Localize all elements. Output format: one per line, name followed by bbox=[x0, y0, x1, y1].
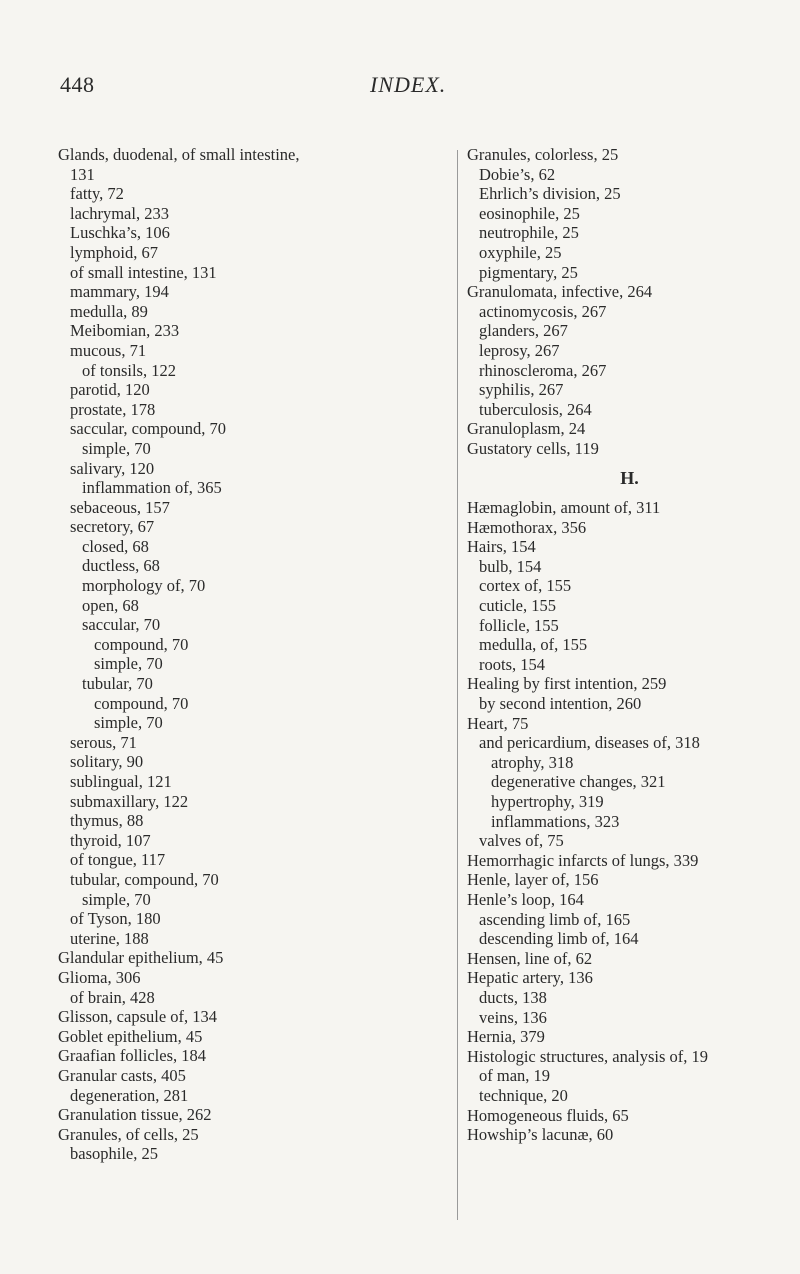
index-subentry: Meibomian, 233 bbox=[70, 321, 180, 341]
index-entry: Hepatic artery, 136 bbox=[467, 968, 593, 988]
index-subentry: uterine, 188 bbox=[70, 928, 149, 948]
index-subentry: roots, 154 bbox=[479, 654, 545, 674]
index-column-left bbox=[58, 145, 453, 1164]
index-subentry: prostate, 178 bbox=[70, 399, 156, 419]
index-entry: Hæmaglobin, amount of, 311 bbox=[467, 498, 661, 518]
index-subentry: glanders, 267 bbox=[479, 321, 568, 341]
index-entry: Hemorrhagic infarcts of lungs, 339 bbox=[467, 850, 699, 870]
index-subentry: ductless, 68 bbox=[82, 556, 160, 576]
index-subentry: compound, 70 bbox=[94, 693, 189, 713]
index-entry: Granuloplasm, 24 bbox=[467, 419, 586, 439]
index-entry: Healing by first intention, 259 bbox=[467, 674, 667, 694]
index-subentry: open, 68 bbox=[82, 595, 139, 615]
column-divider bbox=[457, 150, 458, 1220]
page-number: 448 bbox=[60, 72, 95, 97]
index-subentry: Luschka’s, 106 bbox=[70, 223, 170, 243]
index-subentry: bulb, 154 bbox=[479, 556, 542, 576]
index-subentry: rhinoscleroma, 267 bbox=[479, 360, 607, 380]
index-subentry: of tongue, 117 bbox=[70, 850, 166, 870]
index-subentry: morphology of, 70 bbox=[82, 576, 206, 596]
index-subentry: neutrophile, 25 bbox=[479, 223, 579, 243]
index-entry: Henle, layer of, 156 bbox=[467, 870, 599, 890]
index-subentry: sublingual, 121 bbox=[70, 772, 172, 791]
index-entry: Granulation tissue, 262 bbox=[58, 1105, 212, 1125]
index-subentry: mammary, 194 bbox=[70, 282, 169, 302]
index-subentry: simple, 70 bbox=[82, 889, 151, 909]
index-subentry: submaxillary, 122 bbox=[70, 791, 189, 811]
index-section-g-continued bbox=[467, 145, 792, 459]
index-subentry: veins, 136 bbox=[479, 1007, 547, 1027]
index-subentry: mucous, 71 bbox=[70, 340, 147, 360]
index-subentry: medulla, of, 155 bbox=[479, 635, 588, 655]
index-subentry: hypertrophy, 319 bbox=[491, 792, 604, 811]
index-subentry: valves of, 75 bbox=[479, 831, 564, 851]
index-subentry: Ehrlich’s division, 25 bbox=[479, 184, 621, 204]
index-subentry: by second intention, 260 bbox=[479, 694, 642, 714]
index-subentry: inflammation of, 365 bbox=[82, 478, 222, 498]
index-subentry: eosinophile, 25 bbox=[479, 203, 580, 223]
index-subentry: cuticle, 155 bbox=[479, 596, 556, 616]
index-subentry: ducts, 138 bbox=[479, 987, 547, 1007]
index-subentry: thymus, 88 bbox=[70, 811, 144, 831]
index-column-right bbox=[467, 145, 792, 1145]
index-subentry: tubular, 70 bbox=[82, 674, 153, 694]
index-subentry: saccular, compound, 70 bbox=[70, 419, 227, 439]
index-entry: Glioma, 306 bbox=[58, 967, 141, 987]
index-entry: Graafian follicles, 184 bbox=[58, 1046, 206, 1066]
index-subentry: cortex of, 155 bbox=[479, 576, 572, 596]
index-subentry: lachrymal, 233 bbox=[70, 203, 169, 223]
index-subentry: simple, 70 bbox=[82, 438, 151, 458]
index-subentry: oxyphile, 25 bbox=[479, 242, 562, 262]
index-section-h bbox=[467, 498, 792, 1145]
index-entry: Granulomata, infective, 264 bbox=[467, 282, 653, 302]
index-entry: Glandular epithelium, 45 bbox=[58, 948, 224, 968]
index-entry: Henle’s loop, 164 bbox=[467, 889, 584, 909]
section-letter-h: H. bbox=[620, 467, 639, 488]
index-subentry: and pericardium, diseases of, 318 bbox=[479, 733, 700, 753]
index-subentry: medulla, 89 bbox=[70, 301, 148, 321]
index-entry: Glands, duodenal, of small intestine, bbox=[58, 145, 300, 164]
index-subentry: fatty, 72 bbox=[70, 184, 124, 204]
index-subentry: tubular, compound, 70 bbox=[70, 869, 219, 889]
index-subentry: simple, 70 bbox=[94, 654, 163, 674]
index-subentry: actinomycosis, 267 bbox=[479, 301, 607, 321]
index-subentry: closed, 68 bbox=[82, 536, 149, 556]
index-entry: Hæmothorax, 356 bbox=[467, 517, 587, 537]
index-subentry: descending limb of, 164 bbox=[479, 929, 639, 949]
index-entry: Granules, of cells, 25 bbox=[58, 1124, 199, 1144]
index-entry: Gustatory cells, 119 bbox=[467, 438, 599, 458]
index-subentry: of Tyson, 180 bbox=[70, 909, 161, 929]
index-subentry: of small intestine, 131 bbox=[70, 262, 217, 282]
index-subentry: leprosy, 267 bbox=[479, 340, 560, 360]
index-subentry: pigmentary, 25 bbox=[479, 262, 578, 282]
index-subentry: simple, 70 bbox=[94, 713, 163, 733]
index-entry: Homogeneous fluids, 65 bbox=[467, 1105, 629, 1125]
index-entry: Hensen, line of, 62 bbox=[467, 948, 593, 968]
index-subentry: lymphoid, 67 bbox=[70, 242, 159, 262]
index-subentry: salivary, 120 bbox=[70, 458, 155, 478]
index-entry: Howship’s lacunæ, 60 bbox=[467, 1125, 614, 1145]
index-subentry: ascending limb of, 165 bbox=[479, 909, 631, 929]
index-entry: Granules, colorless, 25 bbox=[467, 145, 619, 164]
index-subentry: basophile, 25 bbox=[70, 1144, 158, 1164]
index-entry: Histologic structures, analysis of, 19 bbox=[467, 1046, 709, 1066]
index-subentry: of brain, 428 bbox=[70, 987, 155, 1007]
index-entry: Goblet epithelium, 45 bbox=[58, 1026, 203, 1046]
index-subentry: Dobie’s, 62 bbox=[479, 164, 556, 184]
index-subentry: of man, 19 bbox=[479, 1066, 551, 1086]
index-entry: Heart, 75 bbox=[467, 713, 529, 733]
index-subentry: atrophy, 318 bbox=[491, 752, 574, 772]
index-subentry: of tonsils, 122 bbox=[82, 360, 176, 380]
index-subentry: serous, 71 bbox=[70, 732, 137, 752]
page-header bbox=[0, 72, 800, 102]
index-subentry: parotid, 120 bbox=[70, 380, 150, 400]
index-subentry: 131 bbox=[70, 164, 95, 184]
index-subentry: tuberculosis, 264 bbox=[479, 399, 592, 419]
index-entry: Hairs, 154 bbox=[467, 537, 536, 557]
index-subentry: technique, 20 bbox=[479, 1085, 568, 1105]
index-subentry: inflammations, 323 bbox=[491, 811, 620, 831]
index-subentry: degenerative changes, 321 bbox=[491, 772, 666, 792]
index-subentry: sebaceous, 157 bbox=[70, 497, 170, 517]
index-subentry: compound, 70 bbox=[94, 634, 189, 654]
index-subentry: saccular, 70 bbox=[82, 615, 161, 635]
index-subentry: syphilis, 267 bbox=[479, 380, 564, 400]
index-subentry: follicle, 155 bbox=[479, 615, 559, 635]
index-entry: Hernia, 379 bbox=[467, 1027, 545, 1047]
index-subentry: solitary, 90 bbox=[70, 752, 144, 772]
index-entry: Glisson, capsule of, 134 bbox=[58, 1007, 218, 1027]
index-subentry: secretory, 67 bbox=[70, 517, 155, 537]
running-title: INDEX. bbox=[370, 72, 447, 97]
index-subentry: thyroid, 107 bbox=[70, 830, 151, 850]
index-entry: Granular casts, 405 bbox=[58, 1065, 186, 1085]
index-subentry: degeneration, 281 bbox=[70, 1085, 189, 1105]
